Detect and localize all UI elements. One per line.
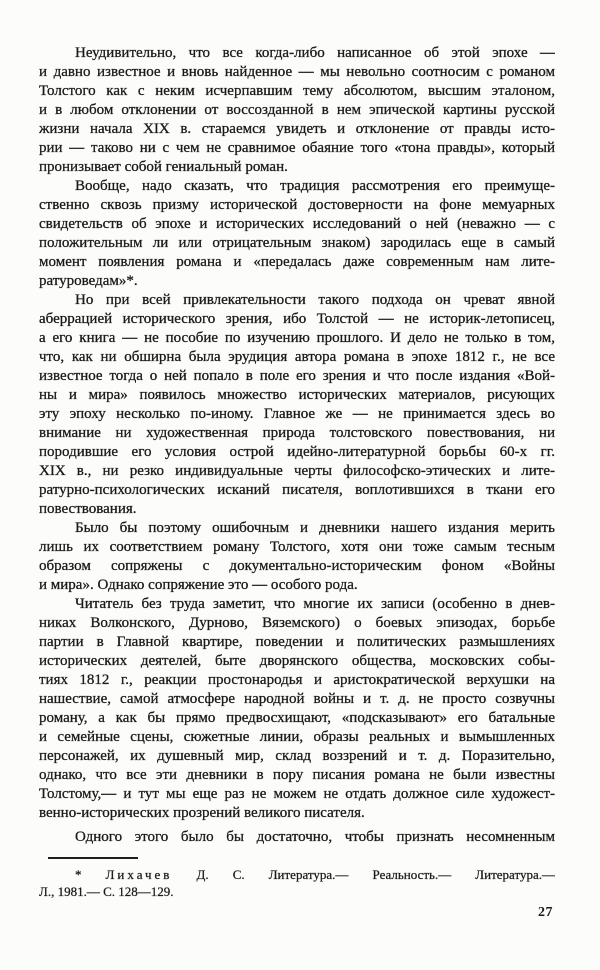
text-line: ратуроведам»*. — [39, 273, 138, 289]
text-line: венно-исторических прозрений великого писателя. — [39, 805, 365, 821]
text-line: никах Волконского, Дурново, Вяземского) о боевых эпизодах, борьбе — [39, 615, 555, 631]
text-line: жизни начала XIX в. стараемся увидеть и отклонение от правды исто- — [39, 121, 555, 137]
footnote-marker: * — [75, 867, 82, 882]
text-line: рии — таково ни с чем не сравнимое обаяние того «тона правды», который — [39, 140, 555, 156]
footnote-line: Л., 1981.— С. 128—129. — [39, 884, 174, 899]
text-line: положительным ли или отрицательным знаком) зародилась еще в самый — [39, 235, 555, 251]
text-line: лишь их соответствием роману Толстого, хотя они тоже самым тесным — [39, 539, 555, 555]
text-line: повествования. — [39, 501, 137, 517]
body-text — [39, 44, 555, 847]
footnote-divider — [48, 857, 138, 859]
text-line: XIX в., ни резко индивидуальные черты философско-этических и лите- — [39, 463, 555, 479]
text-line: эту эпоху несколько по-иному. Главное же — не принимается здесь во — [39, 406, 555, 422]
paragraph — [39, 44, 555, 177]
text-line: тиях 1812 г., реакции простонародья и аристократической верхушки на — [39, 672, 555, 688]
paragraph — [39, 828, 555, 847]
paragraph — [39, 595, 555, 823]
text-line: ны и мира» появилось множество исторических материалов, рисующих — [39, 387, 555, 403]
text-line: образом сопряжены с документально-историческим фоном «Войны — [39, 558, 555, 574]
paragraph — [39, 177, 555, 291]
text-line: и мира». Однако сопряжение это — особого рода. — [39, 577, 358, 593]
footnote-reference: Д. С. Литература.— Реальность.— Литература.— — [196, 867, 555, 882]
text-line: ственно сквозь призму исторической достоверности на фоне мемуарных — [39, 197, 555, 213]
paragraph — [39, 291, 555, 519]
footnote-author: Лихачев — [105, 867, 173, 882]
text-line: и в любом отклонении от воссозданной в нем эпической картины русской — [39, 102, 555, 118]
text-line: персонажей, их душевный мир, склад воззрений и т. д. Поразительно, — [39, 748, 555, 764]
text-line: роману, а как бы прямо предвосхищают, «подсказывают» его батальные — [39, 710, 555, 726]
text-line: нашествие, самой атмосфере народной войны и т. д. не просто созвучны — [39, 691, 555, 707]
page-number: 27 — [538, 905, 553, 920]
text-line: Вообще, надо сказать, что традиция рассмотрения его преимуще- — [75, 178, 555, 194]
text-line: однако, что все эти дневники в пору писания романа не были известны — [39, 767, 555, 783]
footnote-line — [39, 866, 555, 883]
text-line: момент появления романа и «передалась даже современным нам лите- — [39, 254, 555, 270]
text-line: ратурно-психологических исканий писателя, воплотившихся в ткани его — [39, 482, 555, 498]
text-line: партии в Главной квартире, поведении и политических размышлениях — [39, 634, 555, 650]
text-line: Толстого как с неким исчерпавшим тему абсолютом, высшим эталоном, — [39, 83, 555, 99]
text-line: Неудивительно, что все когда-либо написанное об этой эпохе — — [75, 45, 555, 61]
text-line: пронизывает собой гениальный роман. — [39, 159, 288, 175]
text-line: Было бы поэтому ошибочным и дневники нашего издания мерить — [75, 520, 555, 536]
text-line: и семейные сцены, сюжетные линии, образы реальных и вымышленных — [39, 729, 555, 745]
text-line: Одного этого было бы достаточно, чтобы признать несомненным — [75, 829, 555, 845]
text-line: Но при всей привлекательности такого подхода он чреват явной — [75, 292, 555, 308]
text-line: а его книга — не пособие по изучению прошлого. И дело не только в том, — [39, 330, 555, 346]
text-line: и давно известное и вновь найденное — мы невольно соотносим с романом — [39, 64, 555, 80]
paragraph — [39, 519, 555, 595]
text-line: Читатель без труда заметит, что многие их записи (особенно в днев- — [75, 596, 555, 612]
text-line: известное тогда о ней попало в поле его зрения и что после издания «Вой- — [39, 368, 555, 384]
footnote — [39, 866, 555, 900]
text-line: свидетельств об эпохе и исторических исследований о ней (неважно — с — [39, 216, 555, 232]
text-line: внимание ни художественная природа толстовского повествования, ни — [39, 425, 555, 441]
text-line: что, как ни обширна была эрудиция автора романа в эпохе 1812 г., не все — [39, 349, 555, 365]
text-line: Толстому,— и тут мы еще раз не можем не отдать должное силе художест- — [39, 786, 555, 802]
text-line: исторических деятелей, быте дворянского общества, московских собы- — [39, 653, 555, 669]
text-line: аберрацией исторического зрения, ибо Толстой — не историк-летописец, — [39, 311, 555, 327]
text-line: породившие его условия острой идейно-литературной борьбы 60-х гг. — [39, 444, 555, 460]
